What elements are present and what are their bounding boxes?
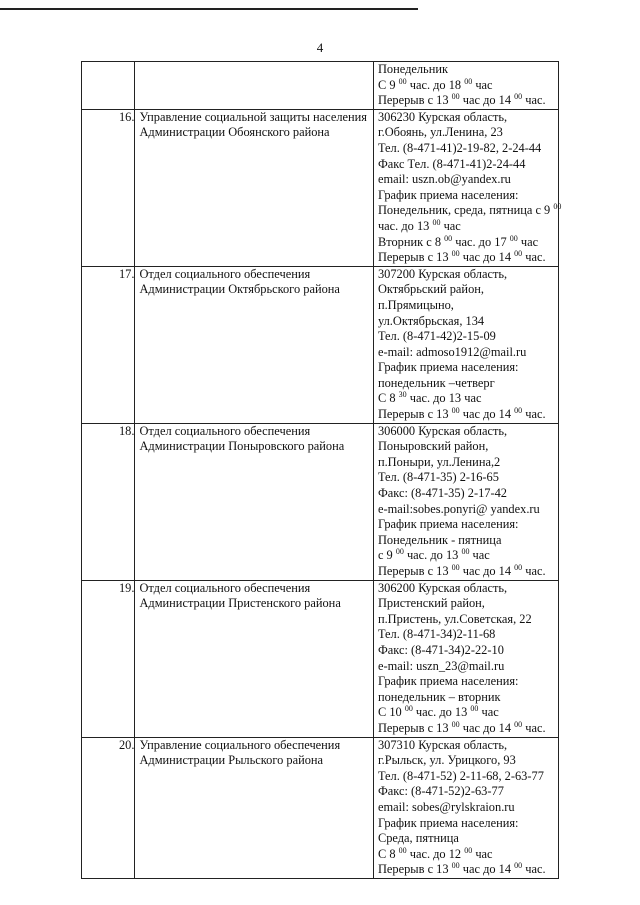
- contact-info: [373, 62, 558, 110]
- text-segment: п.Прямицыно,: [377, 297, 454, 312]
- contact-line: [378, 784, 558, 800]
- text-segment: час.: [522, 862, 546, 877]
- contact-line: [378, 705, 558, 721]
- time-minutes-superscript: 00: [514, 249, 523, 259]
- time-minutes-superscript: 00: [514, 406, 523, 416]
- text-segment: Факс: (8-471-35) 2-17-42: [377, 486, 507, 501]
- text-segment: График приема населения:: [377, 674, 519, 689]
- time-minutes-superscript: 00: [461, 547, 470, 557]
- text-segment: г.Обоянь, ул.Ленина, 23: [377, 125, 503, 140]
- contact-line: [378, 235, 558, 251]
- text-segment: e-mail:sobes.ponyri@ yandex.ru: [377, 501, 540, 516]
- contact-line: [378, 596, 558, 612]
- text-segment: Факс Тел. (8-471-41)2-24-44: [377, 156, 526, 171]
- contact-line: [378, 643, 558, 659]
- contact-line: [378, 548, 558, 564]
- text-segment: понедельник –четверг: [377, 375, 495, 390]
- text-segment: час. до 13: [403, 548, 462, 563]
- contact-line: [378, 188, 558, 204]
- text-segment: час до 14: [459, 720, 515, 735]
- contact-line: [378, 110, 558, 126]
- time-minutes-superscript: 00: [404, 704, 413, 714]
- contact-line: [378, 862, 558, 878]
- time-minutes-superscript: 00: [464, 845, 473, 855]
- text-segment: Понедельник: [377, 62, 448, 76]
- contact-line: [378, 376, 558, 392]
- contact-line: [378, 250, 558, 266]
- time-minutes-superscript: 00: [514, 92, 523, 102]
- contact-info: [373, 737, 558, 878]
- row-number: 18.: [82, 423, 135, 580]
- text-segment: График приема населения:: [377, 517, 519, 532]
- text-segment: 306200 Курская область,: [377, 580, 508, 595]
- table-row: [82, 737, 559, 878]
- text-segment: Факс: (8-471-34)2-22-10: [377, 642, 504, 657]
- contact-line: [378, 674, 558, 690]
- contact-line: [378, 360, 558, 376]
- contact-line: [378, 314, 558, 330]
- contact-line: [378, 612, 558, 628]
- time-minutes-superscript: 00: [444, 233, 453, 243]
- text-segment: час: [472, 77, 493, 92]
- text-segment: Перерыв с 13: [377, 250, 452, 265]
- contact-line: [378, 581, 558, 597]
- contact-line: [378, 690, 558, 706]
- text-segment: Перерыв с 13: [377, 93, 452, 108]
- text-segment: час: [472, 846, 493, 861]
- contact-line: [378, 407, 558, 423]
- text-segment: С 9: [377, 77, 399, 92]
- text-segment: час до 14: [459, 93, 515, 108]
- contact-info: [373, 266, 558, 423]
- institution-name: Управление социального обеспечения Администрации Рыльского района: [135, 737, 374, 878]
- text-segment: час. до 13: [377, 218, 433, 233]
- institutions-table: [81, 61, 562, 879]
- row-number: 19.: [82, 580, 135, 737]
- text-segment: График приема населения:: [377, 815, 519, 830]
- text-segment: час.: [522, 93, 546, 108]
- institution-name: Управление социальной защиты населения Администрации Обоянского района: [135, 109, 374, 266]
- text-segment: час: [517, 234, 539, 249]
- text-segment: 307310 Курская область,: [377, 737, 508, 752]
- contact-line: [378, 267, 558, 283]
- text-segment: Тел. (8-471-34)2-11-68: [377, 627, 496, 642]
- time-minutes-superscript: 00: [451, 249, 460, 259]
- contact-line: [378, 517, 558, 533]
- time-minutes-superscript: 00: [398, 76, 407, 86]
- table-row: [82, 109, 559, 266]
- text-segment: Тел. (8-471-41)2-19-82, 2-24-44: [377, 140, 542, 155]
- table-body: [82, 62, 562, 879]
- page-number: 4: [316, 40, 324, 55]
- text-segment: График приема населения:: [377, 360, 519, 375]
- text-segment: с 9: [377, 548, 396, 563]
- contact-info: [373, 109, 562, 266]
- contact-line: [378, 62, 558, 78]
- text-segment: час.: [522, 720, 546, 735]
- text-segment: час: [478, 705, 499, 720]
- contact-line: [378, 831, 558, 847]
- table-row: [82, 580, 559, 737]
- text-segment: понедельник – вторник: [377, 689, 501, 704]
- time-minutes-superscript: 00: [470, 704, 479, 714]
- text-segment: email: uszn.ob@yandex.ru: [377, 172, 511, 187]
- text-segment: час.: [522, 407, 546, 422]
- text-segment: Перерыв с 13: [377, 564, 452, 578]
- time-minutes-superscript: 00: [398, 845, 407, 855]
- time-minutes-superscript: 00: [509, 233, 518, 243]
- text-segment: Понедельник - пятница: [377, 532, 502, 547]
- contact-line: [378, 172, 558, 188]
- text-segment: Среда, пятница: [377, 831, 459, 846]
- row-number: 16.: [82, 109, 135, 266]
- text-segment: Вторник с 8: [377, 234, 445, 249]
- text-segment: Поныровский район,: [377, 439, 489, 454]
- row-number: [82, 62, 135, 110]
- time-minutes-superscript: 00: [451, 563, 460, 572]
- contact-line: [378, 486, 558, 502]
- text-segment: С 10: [377, 705, 405, 720]
- contact-line: [378, 345, 558, 361]
- time-minutes-superscript: 00: [464, 76, 473, 86]
- text-segment: час.: [522, 250, 546, 265]
- text-segment: email: sobes@rylskraion.ru: [377, 799, 515, 814]
- table-row: [82, 423, 559, 580]
- text-segment: Понедельник, среда, пятница с 9: [377, 203, 554, 218]
- text-segment: Октябрьский район,: [377, 282, 484, 297]
- text-segment: e-mail: admoso1912@mail.ru: [377, 344, 527, 359]
- contact-line: [378, 769, 558, 785]
- text-segment: Тел. (8-471-42)2-15-09: [377, 329, 496, 344]
- institution-name: Отдел социального обеспечения Администрации Пристенского района: [135, 580, 374, 737]
- contact-line: [378, 721, 558, 737]
- institution-name: Отдел социального обеспечения Администрации Поныровского района: [135, 423, 374, 580]
- table-row: [82, 62, 559, 110]
- contact-line: [378, 738, 558, 754]
- contact-line: [378, 564, 558, 580]
- text-segment: 306000 Курская область,: [377, 423, 508, 438]
- time-minutes-superscript: 00: [451, 92, 460, 102]
- contact-line: [378, 439, 558, 455]
- time-minutes-superscript: 00: [432, 217, 441, 227]
- text-segment: п.Пристень, ул.Советская, 22: [377, 611, 532, 626]
- contact-line: [378, 157, 558, 173]
- text-segment: час. до 17: [452, 234, 510, 249]
- contact-line: [378, 391, 558, 407]
- contact-line: [378, 282, 558, 298]
- time-minutes-superscript: 00: [451, 719, 460, 729]
- contact-line: [378, 78, 558, 94]
- text-segment: час. до 12: [406, 846, 465, 861]
- row-number: 17.: [82, 266, 135, 423]
- contact-line: [378, 455, 558, 471]
- text-segment: Перерыв с 13: [377, 407, 452, 422]
- text-segment: час.: [522, 564, 546, 578]
- contact-line: [378, 847, 558, 863]
- header-rule: [0, 8, 418, 10]
- text-segment: С 8: [377, 391, 399, 406]
- time-minutes-superscript: 00: [514, 719, 523, 729]
- text-segment: e-mail: uszn_23@mail.ru: [377, 658, 505, 673]
- contact-line: [377, 202, 562, 219]
- time-minutes-superscript: 00: [451, 406, 460, 416]
- contact-line: [378, 141, 558, 157]
- contact-line: [378, 816, 558, 832]
- contact-line: [378, 424, 558, 440]
- text-segment: час. до 13 час: [406, 391, 482, 406]
- text-segment: час до 14: [459, 407, 515, 422]
- text-segment: Тел. (8-471-52) 2-11-68, 2-63-77: [377, 768, 544, 783]
- time-minutes-superscript: 00: [514, 563, 523, 572]
- text-segment: час до 14: [459, 862, 515, 877]
- contact-line: [378, 93, 558, 109]
- text-segment: Тел. (8-471-35) 2-16-65: [377, 470, 499, 485]
- time-minutes-superscript: 00: [514, 861, 523, 871]
- table-row: [82, 266, 559, 423]
- text-segment: час: [440, 218, 461, 233]
- contact-info: [373, 580, 558, 737]
- contact-line: [378, 329, 558, 345]
- text-segment: График приема населения:: [377, 187, 519, 202]
- contact-line: [378, 125, 558, 141]
- text-segment: п.Поныри, ул.Ленина,2: [377, 454, 501, 469]
- contact-info: [373, 423, 558, 580]
- text-segment: час до 14: [459, 564, 515, 578]
- contact-line: [378, 627, 558, 643]
- contact-line: [378, 533, 558, 549]
- time-minutes-superscript: 30: [398, 390, 407, 400]
- contact-line: [378, 502, 558, 518]
- time-minutes-superscript: 00: [451, 861, 460, 871]
- contact-line: [378, 800, 558, 816]
- institution-name: [135, 62, 374, 110]
- institution-name: Отдел социального обеспечения Администрации Октябрьского района: [135, 266, 374, 423]
- text-segment: час. до 18: [406, 77, 465, 92]
- text-segment: 306230 Курская область,: [377, 109, 508, 124]
- contact-line: [378, 753, 558, 769]
- contact-line: [378, 470, 558, 486]
- contact-line: [378, 659, 558, 675]
- time-minutes-superscript: 00: [395, 547, 404, 557]
- text-segment: 307200 Курская область,: [377, 266, 508, 281]
- text-segment: г.Рыльск, ул. Урицкого, 93: [377, 753, 516, 768]
- contact-line: [378, 219, 558, 235]
- text-segment: ул.Октябрьская, 134: [377, 313, 485, 328]
- text-segment: час. до 13: [412, 705, 471, 720]
- text-segment: час: [469, 548, 490, 563]
- time-minutes-superscript: 00: [553, 202, 562, 212]
- text-segment: Пристенский район,: [377, 596, 485, 611]
- contact-line: [378, 298, 558, 314]
- row-number: 20.: [82, 737, 135, 878]
- text-segment: Факс: (8-471-52)2-63-77: [377, 784, 504, 799]
- text-segment: час до 14: [459, 250, 515, 265]
- text-segment: С 8: [377, 846, 399, 861]
- text-segment: Перерыв с 13: [377, 720, 452, 735]
- text-segment: Перерыв с 13: [377, 862, 452, 877]
